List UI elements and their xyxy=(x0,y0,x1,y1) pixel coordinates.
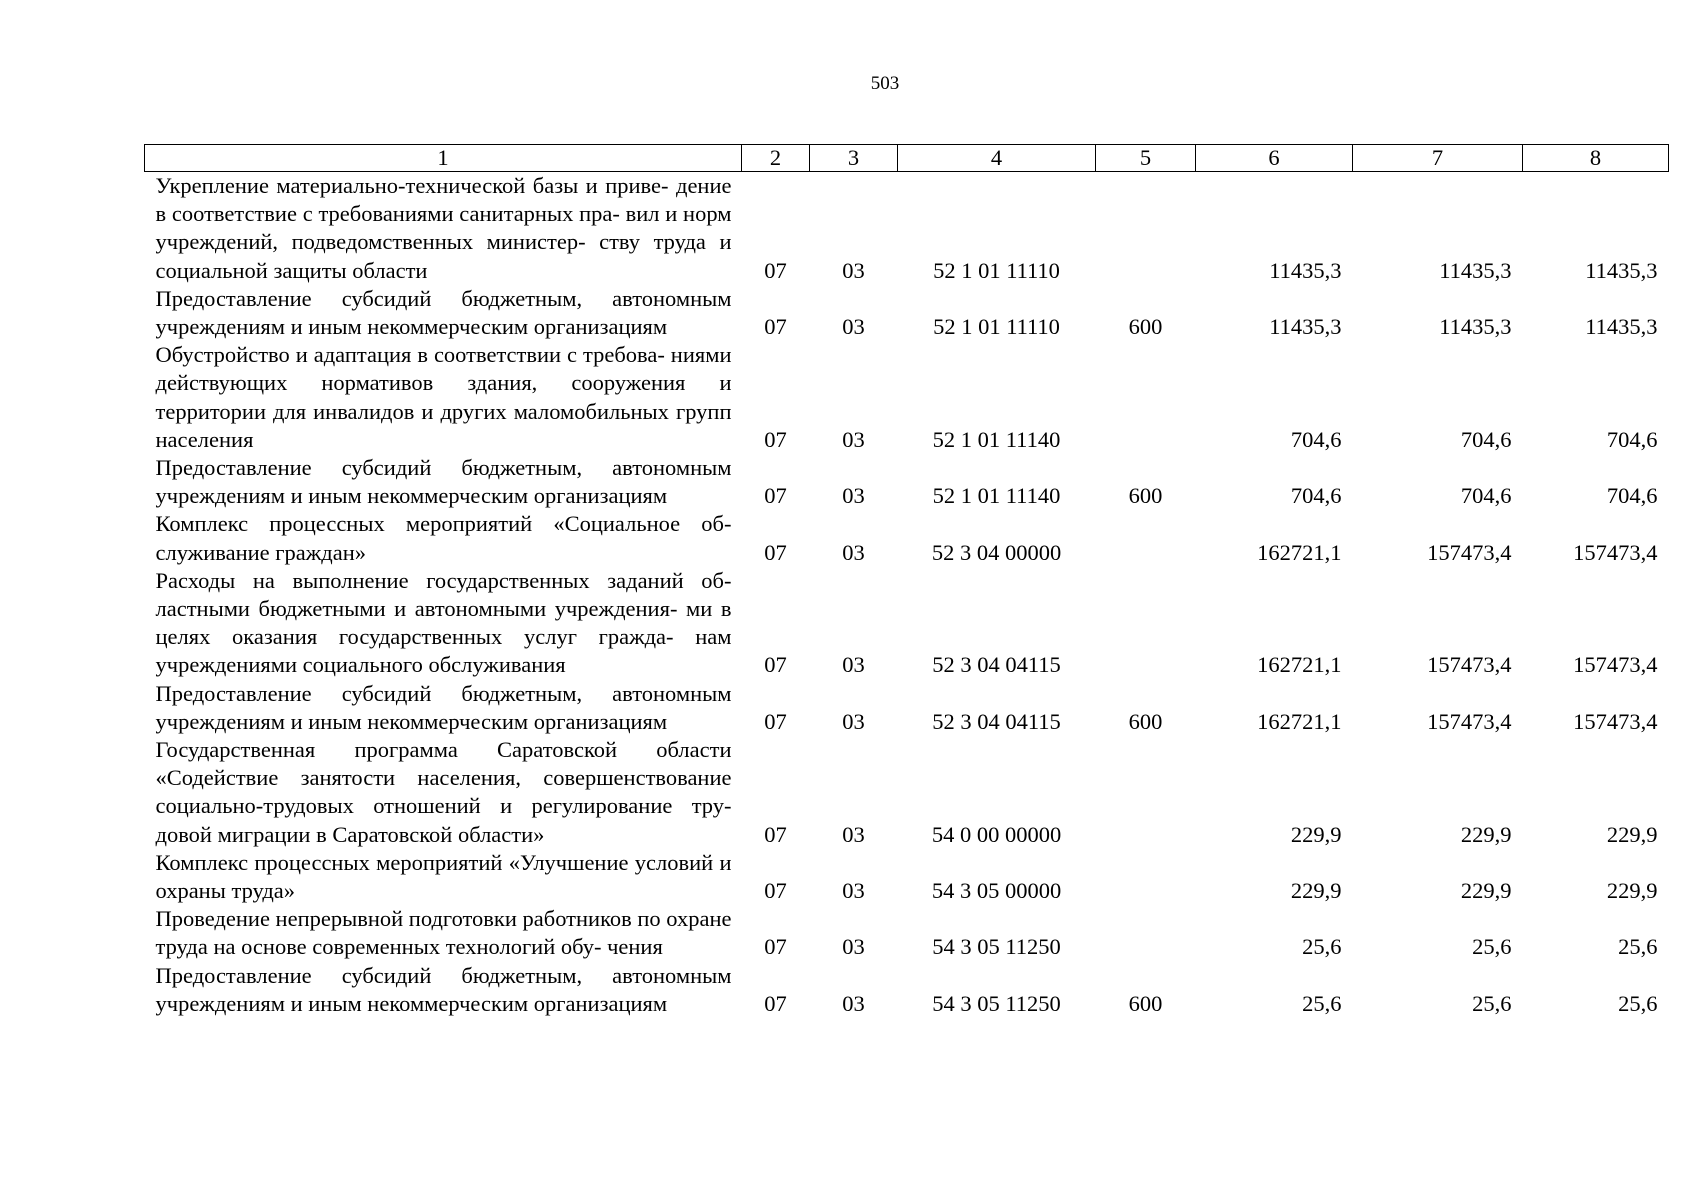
amount-col-6-cell: 704,6 xyxy=(1290,483,1342,509)
amount-col-8-cell: 157473,4 xyxy=(1573,539,1658,565)
subsection-code-cell: 03 xyxy=(842,821,865,847)
amount-col-7-cell: 25,6 xyxy=(1472,990,1512,1016)
row-name-cell: Предоставление субсидий бюджетным, автономным учреждениям и иным некоммерческим организациям xyxy=(155,962,732,1016)
amount-col-7-cell: 25,6 xyxy=(1472,934,1512,960)
table-row xyxy=(145,454,1669,510)
table-row xyxy=(145,849,1669,905)
expense-type-code-cell xyxy=(1096,510,1196,566)
amount-col-8-cell: 229,9 xyxy=(1606,821,1658,847)
section-code-cell: 07 xyxy=(764,708,787,734)
amount-col-7-cell: 157473,4 xyxy=(1427,708,1512,734)
amount-col-7-cell: 704,6 xyxy=(1460,426,1512,452)
section-code-cell: 07 xyxy=(764,539,787,565)
column-header-6: 6 xyxy=(1196,145,1353,172)
target-article-code-cell: 52 1 01 11110 xyxy=(933,314,1060,340)
subsection-code-cell: 03 xyxy=(842,539,865,565)
amount-col-6-cell: 11435,3 xyxy=(1269,314,1342,340)
subsection-code-cell: 03 xyxy=(842,878,865,904)
section-code-cell: 07 xyxy=(764,990,787,1016)
section-code-cell: 07 xyxy=(764,652,787,678)
amount-col-8-cell: 704,6 xyxy=(1606,483,1658,509)
section-code-cell: 07 xyxy=(764,878,787,904)
amount-col-6-cell: 162721,1 xyxy=(1257,539,1342,565)
amount-col-6-cell: 162721,1 xyxy=(1257,708,1342,734)
column-header-1: 1 xyxy=(145,145,742,172)
expense-type-code-cell xyxy=(1096,567,1196,680)
row-name-cell: Расходы на выполнение государственных заданий об- ластными бюджетными и автономными учреждения- ми в целях оказания государственных услуг гражда- нам учреждениями социального обслуживания xyxy=(155,567,732,678)
amount-col-7-cell: 229,9 xyxy=(1460,878,1512,904)
expense-type-code-cell: 600 xyxy=(1128,990,1163,1016)
target-article-code-cell: 52 3 04 04115 xyxy=(932,708,1061,734)
section-code-cell: 07 xyxy=(764,934,787,960)
target-article-code-cell: 54 3 05 00000 xyxy=(931,878,1062,904)
subsection-code-cell: 03 xyxy=(842,314,865,340)
amount-col-8-cell: 704,6 xyxy=(1606,426,1658,452)
target-article-code-cell: 52 1 01 11110 xyxy=(933,257,1060,283)
column-header-3: 3 xyxy=(810,145,898,172)
amount-col-7-cell: 157473,4 xyxy=(1427,539,1512,565)
target-article-code-cell: 54 0 00 00000 xyxy=(931,821,1062,847)
subsection-code-cell: 03 xyxy=(842,483,865,509)
row-name-cell: Проведение непрерывной подготовки работников по охране труда на основе современных технологий обу- чения xyxy=(155,906,732,960)
column-header-8: 8 xyxy=(1523,145,1669,172)
amount-col-6-cell: 704,6 xyxy=(1290,426,1342,452)
amount-col-6-cell: 229,9 xyxy=(1290,821,1342,847)
amount-col-6-cell: 25,6 xyxy=(1302,990,1342,1016)
table-row xyxy=(145,567,1669,680)
section-code-cell: 07 xyxy=(764,483,787,509)
row-name-cell: Предоставление субсидий бюджетным, автономным учреждениям и иным некоммерческим организациям xyxy=(155,285,732,340)
subsection-code-cell: 03 xyxy=(842,934,865,960)
row-name-cell: Комплекс процессных мероприятий «Улучшение условий и охраны труда» xyxy=(155,849,732,904)
table-row xyxy=(145,172,1669,285)
target-article-code-cell: 54 3 05 11250 xyxy=(932,934,1061,960)
subsection-code-cell: 03 xyxy=(842,257,865,283)
row-name-cell: Комплекс процессных мероприятий «Социальное об- служивание граждан» xyxy=(155,511,732,565)
column-header-7: 7 xyxy=(1353,145,1523,172)
amount-col-6-cell: 25,6 xyxy=(1302,934,1342,960)
amount-col-7-cell: 157473,4 xyxy=(1427,652,1512,678)
budget-table-body xyxy=(145,172,1669,1019)
amount-col-8-cell: 11435,3 xyxy=(1585,257,1658,283)
amount-col-6-cell: 162721,1 xyxy=(1257,652,1342,678)
amount-col-6-cell: 229,9 xyxy=(1290,878,1342,904)
amount-col-7-cell: 11435,3 xyxy=(1439,314,1512,340)
target-article-code-cell: 52 1 01 11140 xyxy=(932,426,1061,452)
target-article-code-cell: 52 3 04 00000 xyxy=(931,539,1062,565)
column-header-2: 2 xyxy=(742,145,810,172)
column-number-header-row xyxy=(145,145,1669,172)
expense-type-code-cell: 600 xyxy=(1128,483,1163,509)
expense-type-code-cell xyxy=(1096,849,1196,905)
column-header-4: 4 xyxy=(898,145,1096,172)
amount-col-6-cell: 11435,3 xyxy=(1269,257,1342,283)
amount-col-8-cell: 229,9 xyxy=(1606,878,1658,904)
row-name-cell: Государственная программа Саратовской области «Содействие занятости населения, совершенствование социально-трудовых отношений и регулирование тру- довой миграции в Саратовской области» xyxy=(155,737,732,847)
amount-col-8-cell: 157473,4 xyxy=(1573,652,1658,678)
row-name-cell: Обустройство и адаптация в соответствии с требова- ниями действующих нормативов здания, сооружения и территории для инвалидов и других маломобильных групп населения xyxy=(155,342,732,452)
expense-type-code-cell xyxy=(1096,736,1196,849)
expense-type-code-cell xyxy=(1096,172,1196,285)
target-article-code-cell: 54 3 05 11250 xyxy=(932,990,1061,1016)
budget-table xyxy=(144,144,1669,1018)
amount-col-8-cell: 25,6 xyxy=(1618,934,1658,960)
amount-col-7-cell: 704,6 xyxy=(1460,483,1512,509)
target-article-code-cell: 52 3 04 04115 xyxy=(932,652,1061,678)
subsection-code-cell: 03 xyxy=(842,708,865,734)
table-row xyxy=(145,962,1669,1018)
column-header-5: 5 xyxy=(1096,145,1196,172)
subsection-code-cell: 03 xyxy=(842,990,865,1016)
section-code-cell: 07 xyxy=(764,821,787,847)
expense-type-code-cell xyxy=(1096,341,1196,454)
subsection-code-cell: 03 xyxy=(842,652,865,678)
table-row xyxy=(145,736,1669,849)
amount-col-8-cell: 11435,3 xyxy=(1585,314,1658,340)
expense-type-code-cell: 600 xyxy=(1128,314,1163,340)
target-article-code-cell: 52 1 01 11140 xyxy=(932,483,1061,509)
expense-type-code-cell xyxy=(1096,905,1196,961)
table-row xyxy=(145,510,1669,566)
subsection-code-cell: 03 xyxy=(842,426,865,452)
expense-type-code-cell: 600 xyxy=(1128,708,1163,734)
amount-col-8-cell: 25,6 xyxy=(1618,990,1658,1016)
section-code-cell: 07 xyxy=(764,426,787,452)
row-name-cell: Укрепление материально-технической базы и приве- дение в соответствие с требованиями санитарных пра- вил и норм учреждений, подведомственных министер- ству труда и социальной защиты области xyxy=(155,173,732,283)
amount-col-7-cell: 11435,3 xyxy=(1439,257,1512,283)
row-name-cell: Предоставление субсидий бюджетным, автономным учреждениям и иным некоммерческим организациям xyxy=(155,455,732,509)
section-code-cell: 07 xyxy=(764,257,787,283)
amount-col-8-cell: 157473,4 xyxy=(1573,708,1658,734)
table-row xyxy=(145,341,1669,454)
page-number: 503 xyxy=(870,73,900,94)
section-code-cell: 07 xyxy=(764,314,787,340)
table-row xyxy=(145,680,1669,736)
table-row xyxy=(145,905,1669,961)
amount-col-7-cell: 229,9 xyxy=(1460,821,1512,847)
table-row xyxy=(145,285,1669,341)
row-name-cell: Предоставление субсидий бюджетным, автономным учреждениям и иным некоммерческим организациям xyxy=(155,680,732,734)
